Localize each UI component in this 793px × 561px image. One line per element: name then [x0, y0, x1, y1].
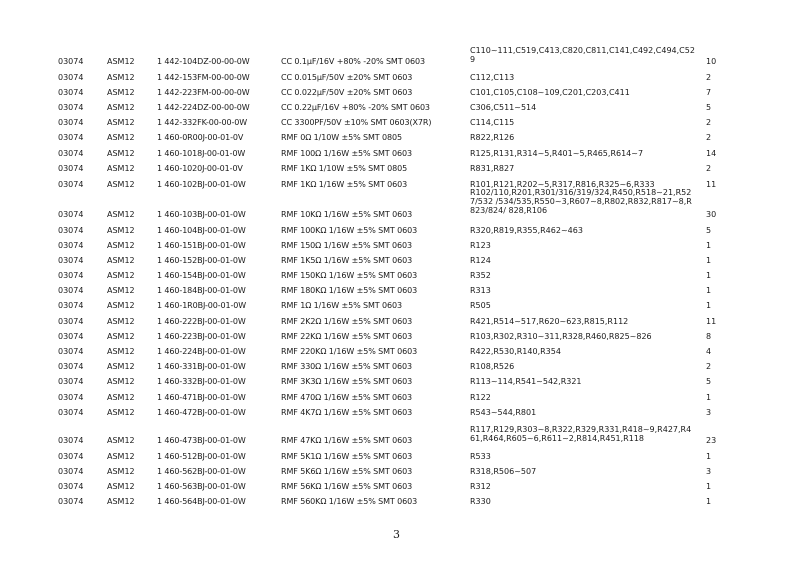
- part-description: RMF 1KΩ 1/16W ±5% SMT 0603: [281, 180, 408, 189]
- part-number: 1 442-223FM-00-00-0W: [157, 88, 250, 97]
- part-code: 03074: [58, 226, 84, 235]
- quantity: 2: [706, 164, 712, 173]
- part-description: RMF 180KΩ 1/16W ±5% SMT 0603: [281, 286, 418, 295]
- quantity: 1: [706, 301, 712, 310]
- reference-designators: C306,C511~514: [470, 103, 537, 112]
- reference-designators: R101,R121,R202~5,R317,R816,R325~6,R333: [470, 180, 655, 189]
- model-name: ASM12: [107, 256, 135, 265]
- reference-designators: R102/110,R201,R301/316/319/324,R450,R518~21,R527/532 /534/535,R550~3,R607~8,R802,R832,R817~8,R823/824/ 828,R106: [470, 188, 692, 215]
- part-description: RMF 5K1Ω 1/16W ±5% SMT 0603: [281, 452, 413, 461]
- model-name: ASM12: [107, 482, 135, 491]
- model-name: ASM12: [107, 436, 135, 445]
- part-code: 03074: [58, 164, 84, 173]
- part-number: 1 460-104BJ-00-01-0W: [157, 226, 246, 235]
- part-number: 1 460-222BJ-00-01-0W: [157, 317, 246, 326]
- part-number: 1 442-332FK-00-00-0W: [157, 118, 248, 127]
- quantity: 2: [706, 118, 712, 127]
- part-code: 03074: [58, 393, 84, 402]
- quantity: 1: [706, 497, 712, 506]
- part-description: RMF 150Ω 1/16W ±5% SMT 0603: [281, 241, 412, 250]
- quantity: 8: [706, 332, 712, 341]
- model-name: ASM12: [107, 332, 135, 341]
- part-code: 03074: [58, 149, 84, 158]
- reference-designators: R421,R514~517,R620~623,R815,R112: [470, 317, 629, 326]
- reference-designators: R312: [470, 482, 491, 491]
- reference-designators: R352: [470, 271, 491, 280]
- part-number: 1 460-223BJ-00-01-0W: [157, 332, 246, 341]
- reference-designators: R313: [470, 286, 491, 295]
- quantity: 1: [706, 271, 712, 280]
- part-description: RMF 2K2Ω 1/16W ±5% SMT 0603: [281, 317, 413, 326]
- page-number: 3: [393, 528, 400, 541]
- reference-designators: C110~111,C519,C413,C820,C811,C141,C492,C494,C529: [470, 46, 695, 64]
- quantity: 23: [706, 436, 717, 445]
- part-number: 1 460-103BJ-00-01-0W: [157, 210, 246, 219]
- part-description: RMF 5K6Ω 1/16W ±5% SMT 0603: [281, 467, 413, 476]
- reference-designators: R103,R302,R310~311,R328,R460,R825~826: [470, 332, 652, 341]
- quantity: 5: [706, 377, 712, 386]
- reference-designators: R822,R126: [470, 133, 515, 142]
- part-number: 1 460-154BJ-00-01-0W: [157, 271, 246, 280]
- part-description: RMF 1K5Ω 1/16W ±5% SMT 0603: [281, 256, 413, 265]
- part-number: 1 460-1020J-00-01-0V: [157, 164, 243, 173]
- quantity: 11: [706, 180, 717, 189]
- part-code: 03074: [58, 133, 84, 142]
- part-number: 1 460-0R00J-00-01-0V: [157, 133, 244, 142]
- part-code: 03074: [58, 377, 84, 386]
- reference-designators: R124: [470, 256, 491, 265]
- part-number: 1 442-153FM-00-00-0W: [157, 73, 250, 82]
- model-name: ASM12: [107, 57, 135, 66]
- part-number: 1 460-331BJ-00-01-0W: [157, 362, 246, 371]
- part-number: 1 460-562BJ-00-01-0W: [157, 467, 246, 476]
- quantity: 1: [706, 482, 712, 491]
- part-code: 03074: [58, 241, 84, 250]
- reference-designators: R330: [470, 497, 491, 506]
- part-code: 03074: [58, 286, 84, 295]
- part-code: 03074: [58, 103, 84, 112]
- reference-designators: C114,C115: [470, 118, 515, 127]
- part-code: 03074: [58, 256, 84, 265]
- part-code: 03074: [58, 301, 84, 310]
- part-number: 1 460-473BJ-00-01-0W: [157, 436, 246, 445]
- model-name: ASM12: [107, 452, 135, 461]
- part-code: 03074: [58, 118, 84, 127]
- part-description: CC 0.22μF/16V +80% -20% SMT 0603: [281, 103, 430, 112]
- reference-designators: C101,C105,C108~109,C201,C203,C411: [470, 88, 630, 97]
- model-name: ASM12: [107, 133, 135, 142]
- model-name: ASM12: [107, 73, 135, 82]
- model-name: ASM12: [107, 317, 135, 326]
- quantity: 3: [706, 467, 712, 476]
- model-name: ASM12: [107, 271, 135, 280]
- part-description: RMF 150KΩ 1/16W ±5% SMT 0603: [281, 271, 418, 280]
- part-description: CC 0.015μF/50V ±20% SMT 0603: [281, 73, 413, 82]
- model-name: ASM12: [107, 286, 135, 295]
- model-name: ASM12: [107, 241, 135, 250]
- part-description: RMF 470Ω 1/16W ±5% SMT 0603: [281, 393, 412, 402]
- reference-designators: R543~544,R801: [470, 408, 537, 417]
- part-description: RMF 0Ω 1/10W ±5% SMT 0805: [281, 133, 402, 142]
- quantity: 14: [706, 149, 717, 158]
- part-description: CC 0.1μF/16V +80% -20% SMT 0603: [281, 57, 425, 66]
- part-code: 03074: [58, 467, 84, 476]
- part-description: CC 3300PF/50V ±10% SMT 0603(X7R): [281, 118, 432, 127]
- model-name: ASM12: [107, 226, 135, 235]
- reference-designators: R318,R506~507: [470, 467, 537, 476]
- model-name: ASM12: [107, 103, 135, 112]
- part-description: RMF 560KΩ 1/16W ±5% SMT 0603: [281, 497, 418, 506]
- quantity: 1: [706, 241, 712, 250]
- model-name: ASM12: [107, 362, 135, 371]
- part-code: 03074: [58, 73, 84, 82]
- reference-designators: R122: [470, 393, 491, 402]
- reference-designators: R123: [470, 241, 491, 250]
- model-name: ASM12: [107, 377, 135, 386]
- part-number: 1 460-151BJ-00-01-0W: [157, 241, 246, 250]
- quantity: 2: [706, 133, 712, 142]
- part-description: RMF 220KΩ 1/16W ±5% SMT 0603: [281, 347, 418, 356]
- model-name: ASM12: [107, 467, 135, 476]
- model-name: ASM12: [107, 88, 135, 97]
- part-code: 03074: [58, 347, 84, 356]
- quantity: 10: [706, 57, 717, 66]
- quantity: 30: [706, 210, 717, 219]
- reference-designators: R117,R129,R303~8,R322,R329,R331,R418~9,R427,R461,R464,R605~6,R611~2,R814,R451,R118: [470, 425, 692, 443]
- part-number: 1 442-224DZ-00-00-0W: [157, 103, 250, 112]
- quantity: 1: [706, 393, 712, 402]
- part-code: 03074: [58, 436, 84, 445]
- quantity: 11: [706, 317, 717, 326]
- part-code: 03074: [58, 332, 84, 341]
- part-code: 03074: [58, 317, 84, 326]
- reference-designators: R125,R131,R314~5,R401~5,R465,R614~7: [470, 149, 644, 158]
- model-name: ASM12: [107, 164, 135, 173]
- quantity: 2: [706, 73, 712, 82]
- part-description: RMF 22KΩ 1/16W ±5% SMT 0603: [281, 332, 413, 341]
- quantity: 1: [706, 452, 712, 461]
- part-description: RMF 100Ω 1/16W ±5% SMT 0603: [281, 149, 412, 158]
- part-code: 03074: [58, 210, 84, 219]
- reference-designators: R422,R530,R140,R354: [470, 347, 561, 356]
- part-description: RMF 10KΩ 1/16W ±5% SMT 0603: [281, 210, 413, 219]
- part-description: RMF 100KΩ 1/16W ±5% SMT 0603: [281, 226, 418, 235]
- part-number: 1 460-224BJ-00-01-0W: [157, 347, 246, 356]
- part-description: RMF 1KΩ 1/10W ±5% SMT 0805: [281, 164, 408, 173]
- part-description: RMF 47KΩ 1/16W ±5% SMT 0603: [281, 436, 413, 445]
- part-description: RMF 3K3Ω 1/16W ±5% SMT 0603: [281, 377, 413, 386]
- reference-designators: R831,R827: [470, 164, 515, 173]
- part-code: 03074: [58, 497, 84, 506]
- quantity: 4: [706, 347, 712, 356]
- reference-designators: R108,R526: [470, 362, 515, 371]
- part-number: 1 460-102BJ-00-01-0W: [157, 180, 246, 189]
- quantity: 5: [706, 226, 712, 235]
- part-number: 1 460-1R0BJ-00-01-0W: [157, 301, 247, 310]
- model-name: ASM12: [107, 210, 135, 219]
- model-name: ASM12: [107, 118, 135, 127]
- quantity: 3: [706, 408, 712, 417]
- part-number: 1 460-332BJ-00-01-0W: [157, 377, 246, 386]
- reference-designators: R113~114,R541~542,R321: [470, 377, 582, 386]
- quantity: 2: [706, 362, 712, 371]
- part-description: RMF 330Ω 1/16W ±5% SMT 0603: [281, 362, 412, 371]
- part-number: 1 460-184BJ-00-01-0W: [157, 286, 246, 295]
- part-code: 03074: [58, 57, 84, 66]
- model-name: ASM12: [107, 497, 135, 506]
- part-description: RMF 1Ω 1/16W ±5% SMT 0603: [281, 301, 402, 310]
- model-name: ASM12: [107, 149, 135, 158]
- quantity: 5: [706, 103, 712, 112]
- reference-designators: R533: [470, 452, 491, 461]
- quantity: 1: [706, 286, 712, 295]
- part-description: RMF 4K7Ω 1/16W ±5% SMT 0603: [281, 408, 413, 417]
- part-code: 03074: [58, 452, 84, 461]
- part-number: 1 460-1018J-00-01-0W: [157, 149, 246, 158]
- part-code: 03074: [58, 408, 84, 417]
- part-code: 03074: [58, 362, 84, 371]
- reference-designators: C112,C113: [470, 73, 515, 82]
- reference-designators: R320,R819,R355,R462~463: [470, 226, 583, 235]
- part-number: 1 460-564BJ-00-01-0W: [157, 497, 246, 506]
- model-name: ASM12: [107, 393, 135, 402]
- part-description: CC 0.022μF/50V ±20% SMT 0603: [281, 88, 413, 97]
- part-code: 03074: [58, 88, 84, 97]
- reference-designators: R505: [470, 301, 491, 310]
- part-code: 03074: [58, 271, 84, 280]
- part-code: 03074: [58, 180, 84, 189]
- part-number: 1 460-563BJ-00-01-0W: [157, 482, 246, 491]
- model-name: ASM12: [107, 180, 135, 189]
- model-name: ASM12: [107, 347, 135, 356]
- quantity: 1: [706, 256, 712, 265]
- part-number: 1 460-512BJ-00-01-0W: [157, 452, 246, 461]
- part-number: 1 460-471BJ-00-01-0W: [157, 393, 246, 402]
- model-name: ASM12: [107, 408, 135, 417]
- part-description: RMF 56KΩ 1/16W ±5% SMT 0603: [281, 482, 413, 491]
- part-number: 1 460-472BJ-00-01-0W: [157, 408, 246, 417]
- part-code: 03074: [58, 482, 84, 491]
- model-name: ASM12: [107, 301, 135, 310]
- part-number: 1 442-104DZ-00-00-0W: [157, 57, 250, 66]
- part-number: 1 460-152BJ-00-01-0W: [157, 256, 246, 265]
- quantity: 7: [706, 88, 712, 97]
